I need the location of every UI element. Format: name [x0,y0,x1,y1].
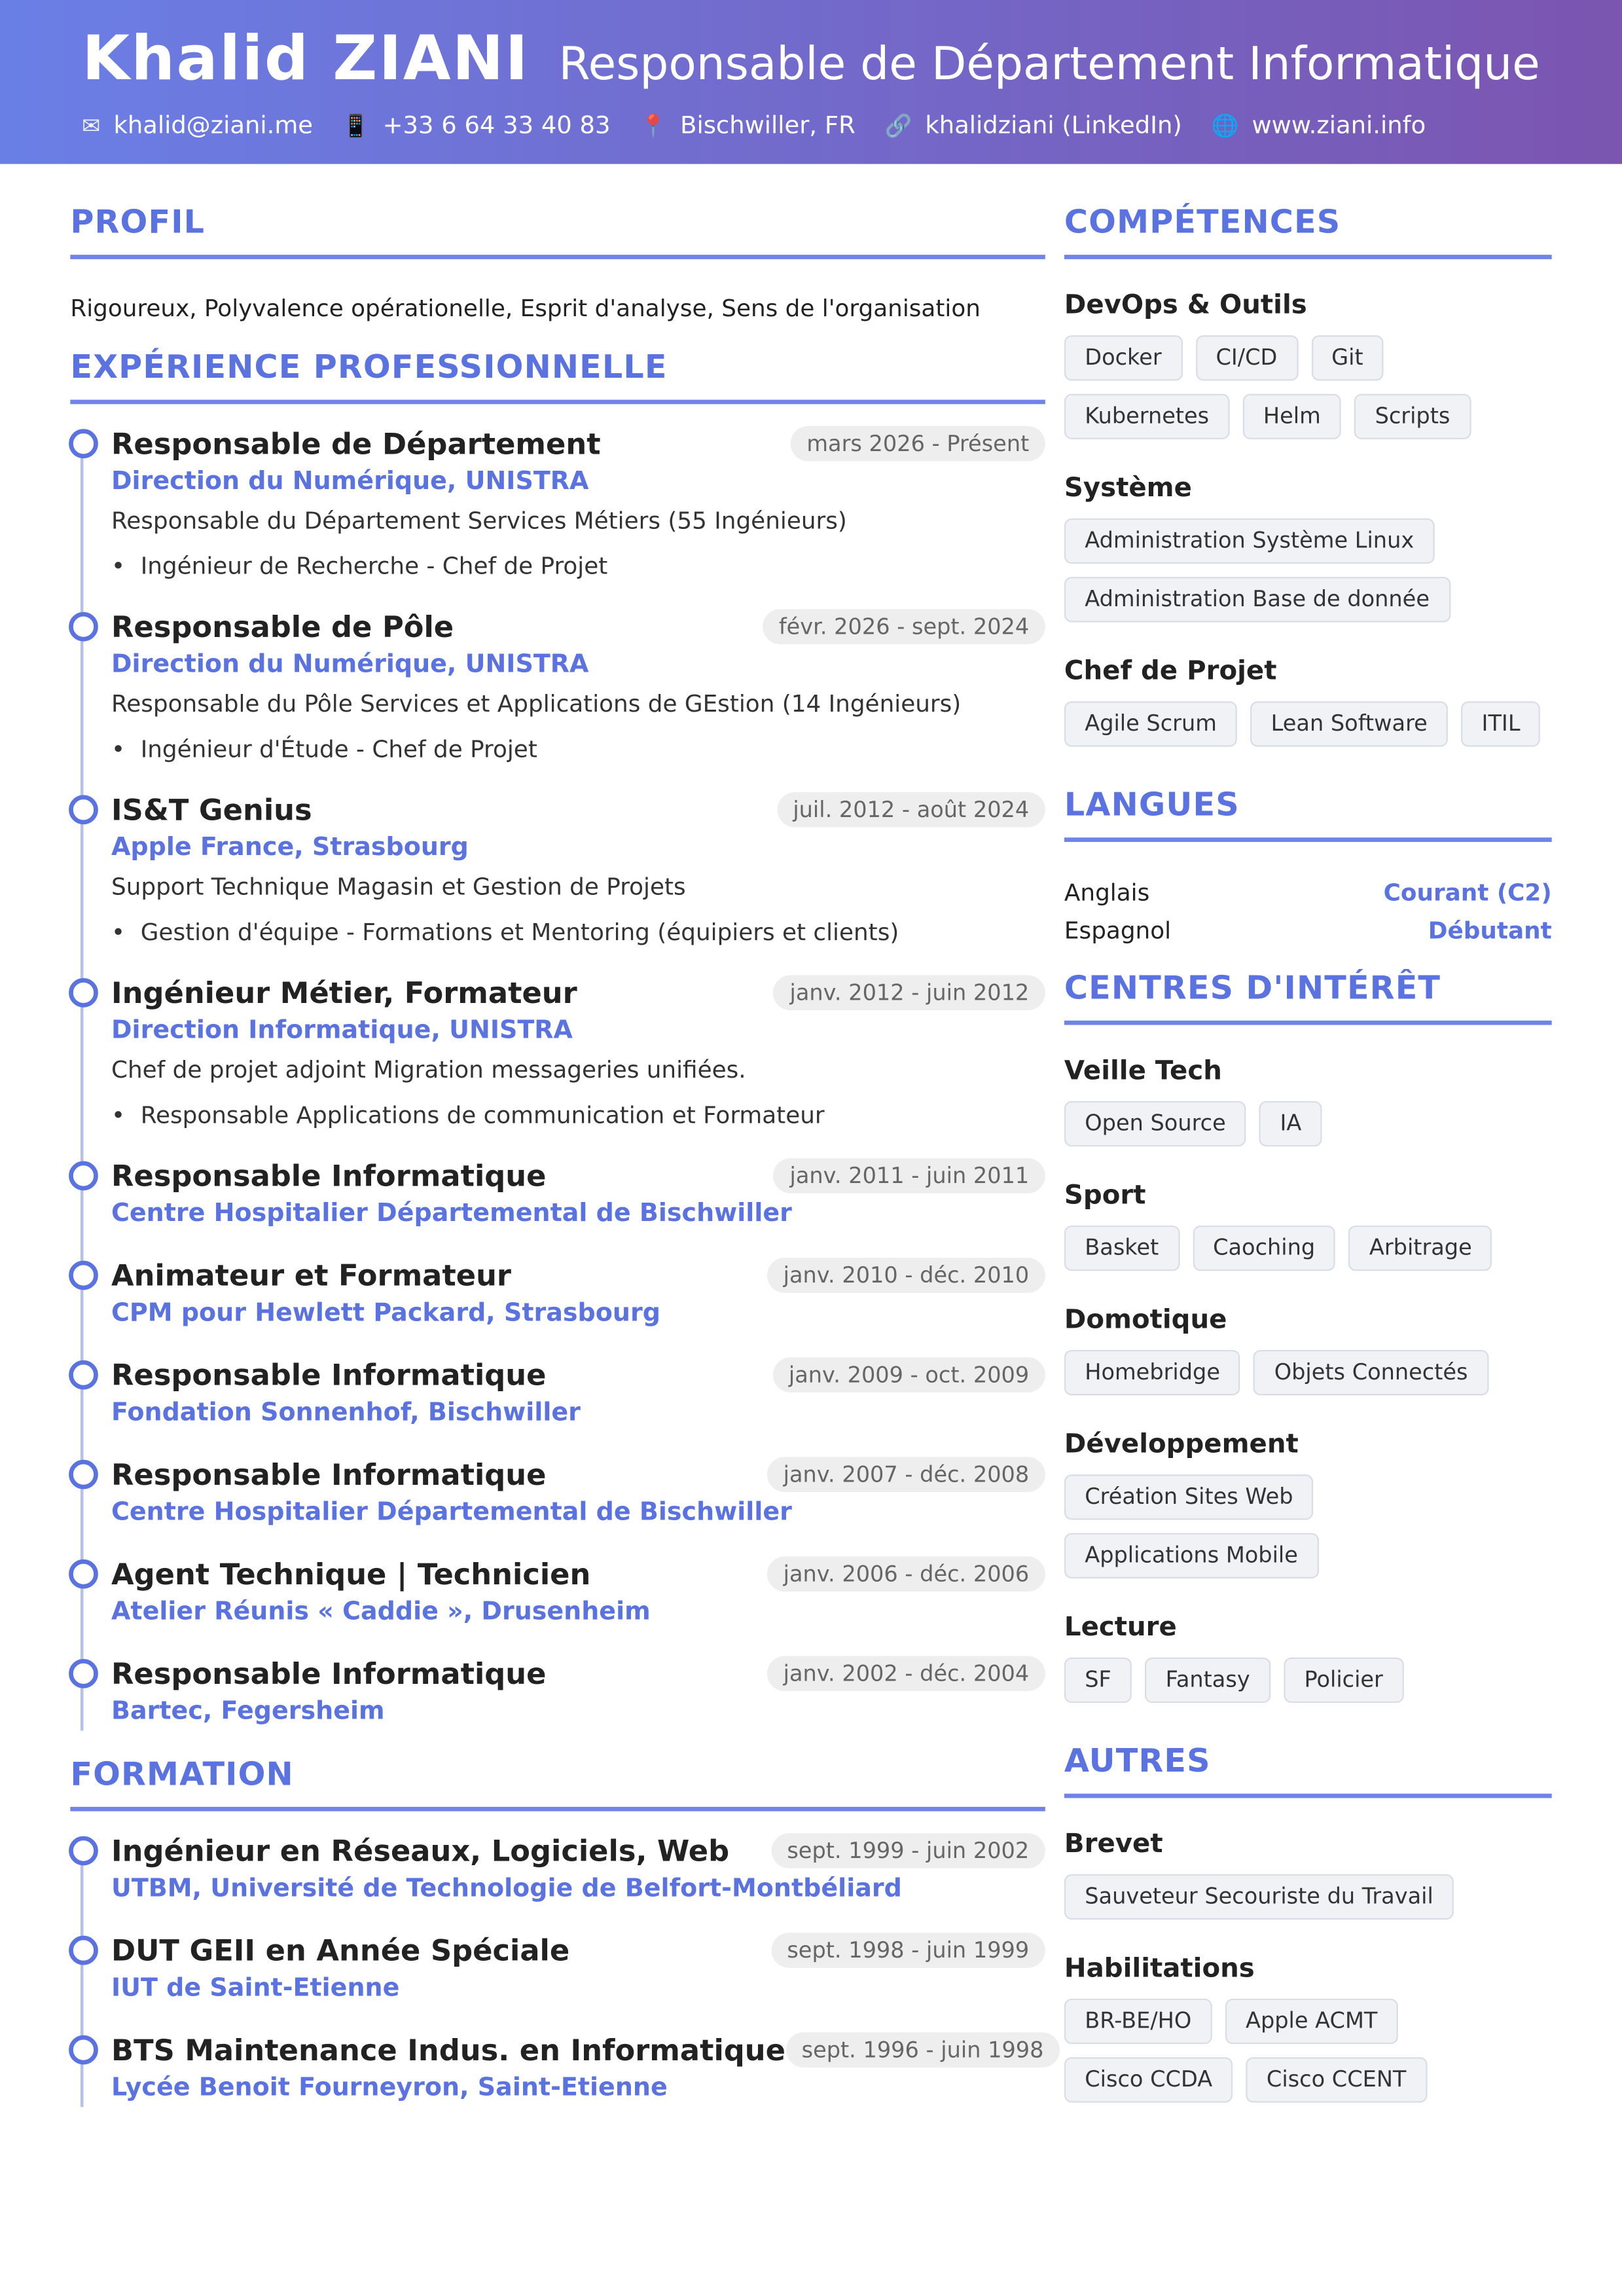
experience-dates-badge: janv. 2006 - déc. 2006 [767,1556,1045,1592]
education-dates-badge: sept. 1998 - juin 1999 [771,1933,1045,1968]
other-tag-list [1064,1999,1552,2103]
interest-tag: Homebridge [1064,1350,1240,1395]
education-entry-head [111,1931,1045,1969]
experience-description: Chef de projet adjoint Migration messageries unifiées. [111,1055,746,1084]
education-entry [111,1832,1045,1908]
experience-description: Responsable du Département Services Métiers (55 Ingénieurs) [111,506,847,535]
other-group-title: Brevet [1064,1829,1163,1860]
experience-entry [111,974,1045,1133]
experience-role: Responsable de Pôle [111,609,454,645]
skills-title: COMPÉTENCES [1064,202,1552,259]
experience-dates-badge: mars 2026 - Présent [791,426,1045,462]
experience-entry [111,425,1045,585]
interest-tag-list [1064,1658,1552,1703]
timeline-dot-icon [69,978,98,1008]
experience-entry [111,791,1045,951]
contact-linkedin[interactable] [885,109,1182,144]
interest-tag: Création Sites Web [1064,1474,1314,1520]
interest-tag: SF [1064,1658,1132,1703]
experience-dates-badge: janv. 2010 - déc. 2010 [767,1258,1045,1293]
education-organization: UTBM, Université de Technologie de Belfort-Montbéliard [111,1874,902,1904]
skill-group-title: Système [1064,473,1192,504]
contact-email[interactable] [82,109,313,144]
experience-role: Responsable Informatique [111,1158,547,1194]
left-column [70,202,1045,2130]
interest-tag: Policier [1284,1658,1403,1703]
language-row [1064,912,1552,950]
experience-timeline [70,425,1045,1731]
profile-text: Rigoureux, Polyvalence opérationelle, Esprit d'analyse, Sens de l'organisation [70,294,981,323]
experience-organization: Direction du Numérique, UNISTRA [111,650,589,680]
experience-role: Responsable de Département [111,426,601,462]
experience-entry-head [111,974,1045,1011]
timeline-dot-icon [69,1659,98,1688]
timeline-dot-icon [69,1460,98,1489]
experience-dates-badge: janv. 2012 - juin 2012 [774,975,1045,1011]
experience-dates-badge: janv. 2011 - juin 2011 [774,1158,1045,1194]
contact-website-text: www.ziani.info [1252,111,1426,139]
interest-tag-list [1064,1474,1552,1578]
timeline-dot-icon [69,429,98,458]
contact-website[interactable] [1212,109,1426,144]
experience-entry [111,1157,1045,1233]
education-dates-badge: sept. 1999 - juin 2002 [771,1833,1045,1868]
experience-role: Responsable Informatique [111,1457,547,1492]
experience-entry [111,1455,1045,1531]
experience-bullet: • Ingénieur d'Étude - Chef de Projet [111,732,1045,767]
experience-role: Agent Technique | Technicien [111,1556,591,1592]
experience-organization: Atelier Réunis « Caddie », Drusenheim [111,1597,651,1627]
experience-role: Ingénieur Métier, Formateur [111,975,577,1011]
skill-tag: Agile Scrum [1064,701,1237,746]
interest-tag: Objets Connectés [1253,1350,1488,1395]
experience-entry-head [111,1455,1045,1493]
experience-entry [111,1555,1045,1631]
experience-entry [111,1256,1045,1332]
education-dates-badge: sept. 1996 - juin 1998 [785,2032,1060,2068]
experience-title: EXPÉRIENCE PROFESSIONNELLE [70,347,1045,404]
others-title: AUTRES [1064,1741,1552,1798]
skill-tag: Git [1311,335,1384,380]
experience-organization: Direction du Numérique, UNISTRA [111,467,589,497]
experience-entry-head [111,608,1045,646]
timeline-dot-icon [69,795,98,824]
location-icon: 📍 [640,113,668,139]
interest-tag: Caoching [1193,1226,1336,1271]
other-group-title: Habilitations [1064,1953,1255,1984]
experience-entry-head [111,791,1045,829]
experience-organization: Fondation Sonnenhof, Bischwiller [111,1398,581,1428]
right-column [1064,202,1552,2103]
skill-tag: Helm [1243,394,1342,439]
other-tag: Sauveteur Secouriste du Travail [1064,1874,1454,1920]
skill-group-title: Chef de Projet [1064,655,1277,687]
skill-tag-list [1064,519,1552,623]
interest-tag: Fantasy [1145,1658,1271,1703]
contact-location-text: Bischwiller, FR [680,111,856,139]
education-organization: IUT de Saint-Etienne [111,1973,400,2003]
experience-entry-head [111,1157,1045,1195]
experience-role: IS&T Genius [111,792,312,828]
interest-group-title: Développement [1064,1429,1299,1460]
experience-dates-badge: févr. 2026 - sept. 2024 [763,609,1045,644]
skill-tag: CI/CD [1195,335,1298,380]
experience-organization: CPM pour Hewlett Packard, Strasbourg [111,1298,660,1328]
interest-tag-list [1064,1350,1552,1395]
interest-group-title: Veille Tech [1064,1055,1222,1087]
other-tag: BR-BE/HO [1064,1999,1212,2044]
skill-tag: Scripts [1354,394,1470,439]
experience-dates-badge: janv. 2009 - oct. 2009 [772,1357,1045,1393]
skill-tag: Administration Système Linux [1064,519,1435,564]
experience-organization: Apple France, Strasbourg [111,833,469,863]
timeline-dot-icon [69,1836,98,1866]
others-groups [1064,1827,1552,2102]
contact-email-text: khalid@ziani.me [113,111,313,139]
education-timeline [70,1832,1045,2107]
interest-tag: Basket [1064,1226,1180,1271]
timeline-dot-icon [69,1559,98,1589]
contact-linkedin-text: khalidziani (LinkedIn) [925,111,1182,139]
experience-organization: Centre Hospitalier Départemental de Bischwiller [111,1497,792,1527]
contact-phone-text: +33 6 64 33 40 83 [382,111,611,139]
contact-phone[interactable] [342,109,611,144]
education-title: FORMATION [70,1754,1045,1811]
email-icon: ✉ [82,113,101,139]
education-role: Ingénieur en Réseaux, Logiciels, Web [111,1833,730,1868]
other-tag: Cisco CCENT [1246,2057,1427,2102]
skill-group-title: DevOps & Outils [1064,289,1307,321]
skill-tag: Administration Base de donnée [1064,577,1450,622]
skills-groups [1064,289,1552,747]
timeline-dot-icon [69,1261,98,1290]
experience-dates-badge: janv. 2002 - déc. 2004 [767,1656,1045,1691]
education-role: DUT GEII en Année Spéciale [111,1933,570,1968]
language-row [1064,874,1552,912]
experience-entry [111,1356,1045,1432]
timeline-dot-icon [69,1360,98,1390]
experience-bullet: • Responsable Applications de communication et Formateur [111,1098,1045,1133]
contact-bar [82,109,1426,144]
skill-tag: Lean Software [1250,701,1448,746]
languages-list [1064,874,1552,950]
interest-tag: Arbitrage [1349,1226,1492,1271]
interests-title: CENTRES D'INTÉRÊT [1064,968,1552,1025]
languages-title: LANGUES [1064,785,1552,842]
timeline-dot-icon [69,1161,98,1191]
job-title: Responsable de Département Informatique [558,38,1540,91]
education-entry-head [111,2031,1045,2069]
candidate-name: Khalid ZIANI [82,22,530,94]
language-level: Courant (C2) [1383,878,1552,907]
globe-icon: 🌐 [1211,113,1239,139]
other-tag: Apple ACMT [1225,1999,1398,2044]
link-icon: 🔗 [884,113,912,139]
experience-entry [111,1654,1045,1730]
profile-title: PROFIL [70,202,1045,259]
header [0,0,1622,164]
education-entry [111,1931,1045,2007]
experience-entry-head [111,1256,1045,1294]
language-name: Anglais [1064,878,1150,907]
experience-role: Responsable Informatique [111,1357,547,1393]
experience-entry-head [111,1654,1045,1692]
interest-tag: Applications Mobile [1064,1533,1318,1578]
interest-group-title: Sport [1064,1180,1146,1211]
interest-group-title: Lecture [1064,1612,1177,1643]
interest-tag: Open Source [1064,1101,1246,1146]
experience-organization: Bartec, Fegersheim [111,1697,385,1726]
skill-tag: Kubernetes [1064,394,1230,439]
other-tag: Cisco CCDA [1064,2057,1233,2102]
interests-groups [1064,1054,1552,1703]
interest-tag: IA [1259,1101,1322,1146]
other-tag-list [1064,1874,1552,1920]
interest-tag-list [1064,1101,1552,1146]
experience-entry-head [111,425,1045,463]
experience-organization: Centre Hospitalier Départemental de Bischwiller [111,1199,792,1229]
skill-tag-list [1064,335,1552,439]
experience-role: Animateur et Formateur [111,1258,511,1293]
experience-entry-head [111,1555,1045,1593]
experience-organization: Direction Informatique, UNISTRA [111,1016,573,1046]
interest-tag-list [1064,1226,1552,1271]
skill-tag: Docker [1064,335,1182,380]
timeline-dot-icon [69,2035,98,2065]
phone-icon: 📱 [342,113,370,139]
education-role: BTS Maintenance Indus. en Informatique [111,2032,785,2068]
skill-tag-list [1064,701,1552,746]
skill-tag: ITIL [1461,701,1541,746]
timeline-dot-icon [69,612,98,642]
experience-dates-badge: juil. 2012 - août 2024 [777,792,1045,828]
experience-entry [111,608,1045,767]
education-entry-head [111,1832,1045,1870]
experience-description: Responsable du Pôle Services et Applications de GEstion (14 Ingénieurs) [111,689,962,718]
contact-location [640,109,856,144]
experience-bullet: • Gestion d'équipe - Formations et Mentoring (équipiers et clients) [111,915,1045,951]
education-entry [111,2031,1045,2107]
language-name: Espagnol [1064,917,1172,945]
timeline-dot-icon [69,1936,98,1965]
interest-group-title: Domotique [1064,1304,1227,1336]
experience-description: Support Technique Magasin et Gestion de Projets [111,872,686,901]
experience-role: Responsable Informatique [111,1656,547,1692]
experience-dates-badge: janv. 2007 - déc. 2008 [767,1457,1045,1492]
language-level: Débutant [1428,917,1552,945]
experience-entry-head [111,1356,1045,1394]
experience-bullet: • Ingénieur de Recherche - Chef de Projet [111,549,1045,585]
education-organization: Lycée Benoit Fourneyron, Saint-Etienne [111,2073,668,2103]
